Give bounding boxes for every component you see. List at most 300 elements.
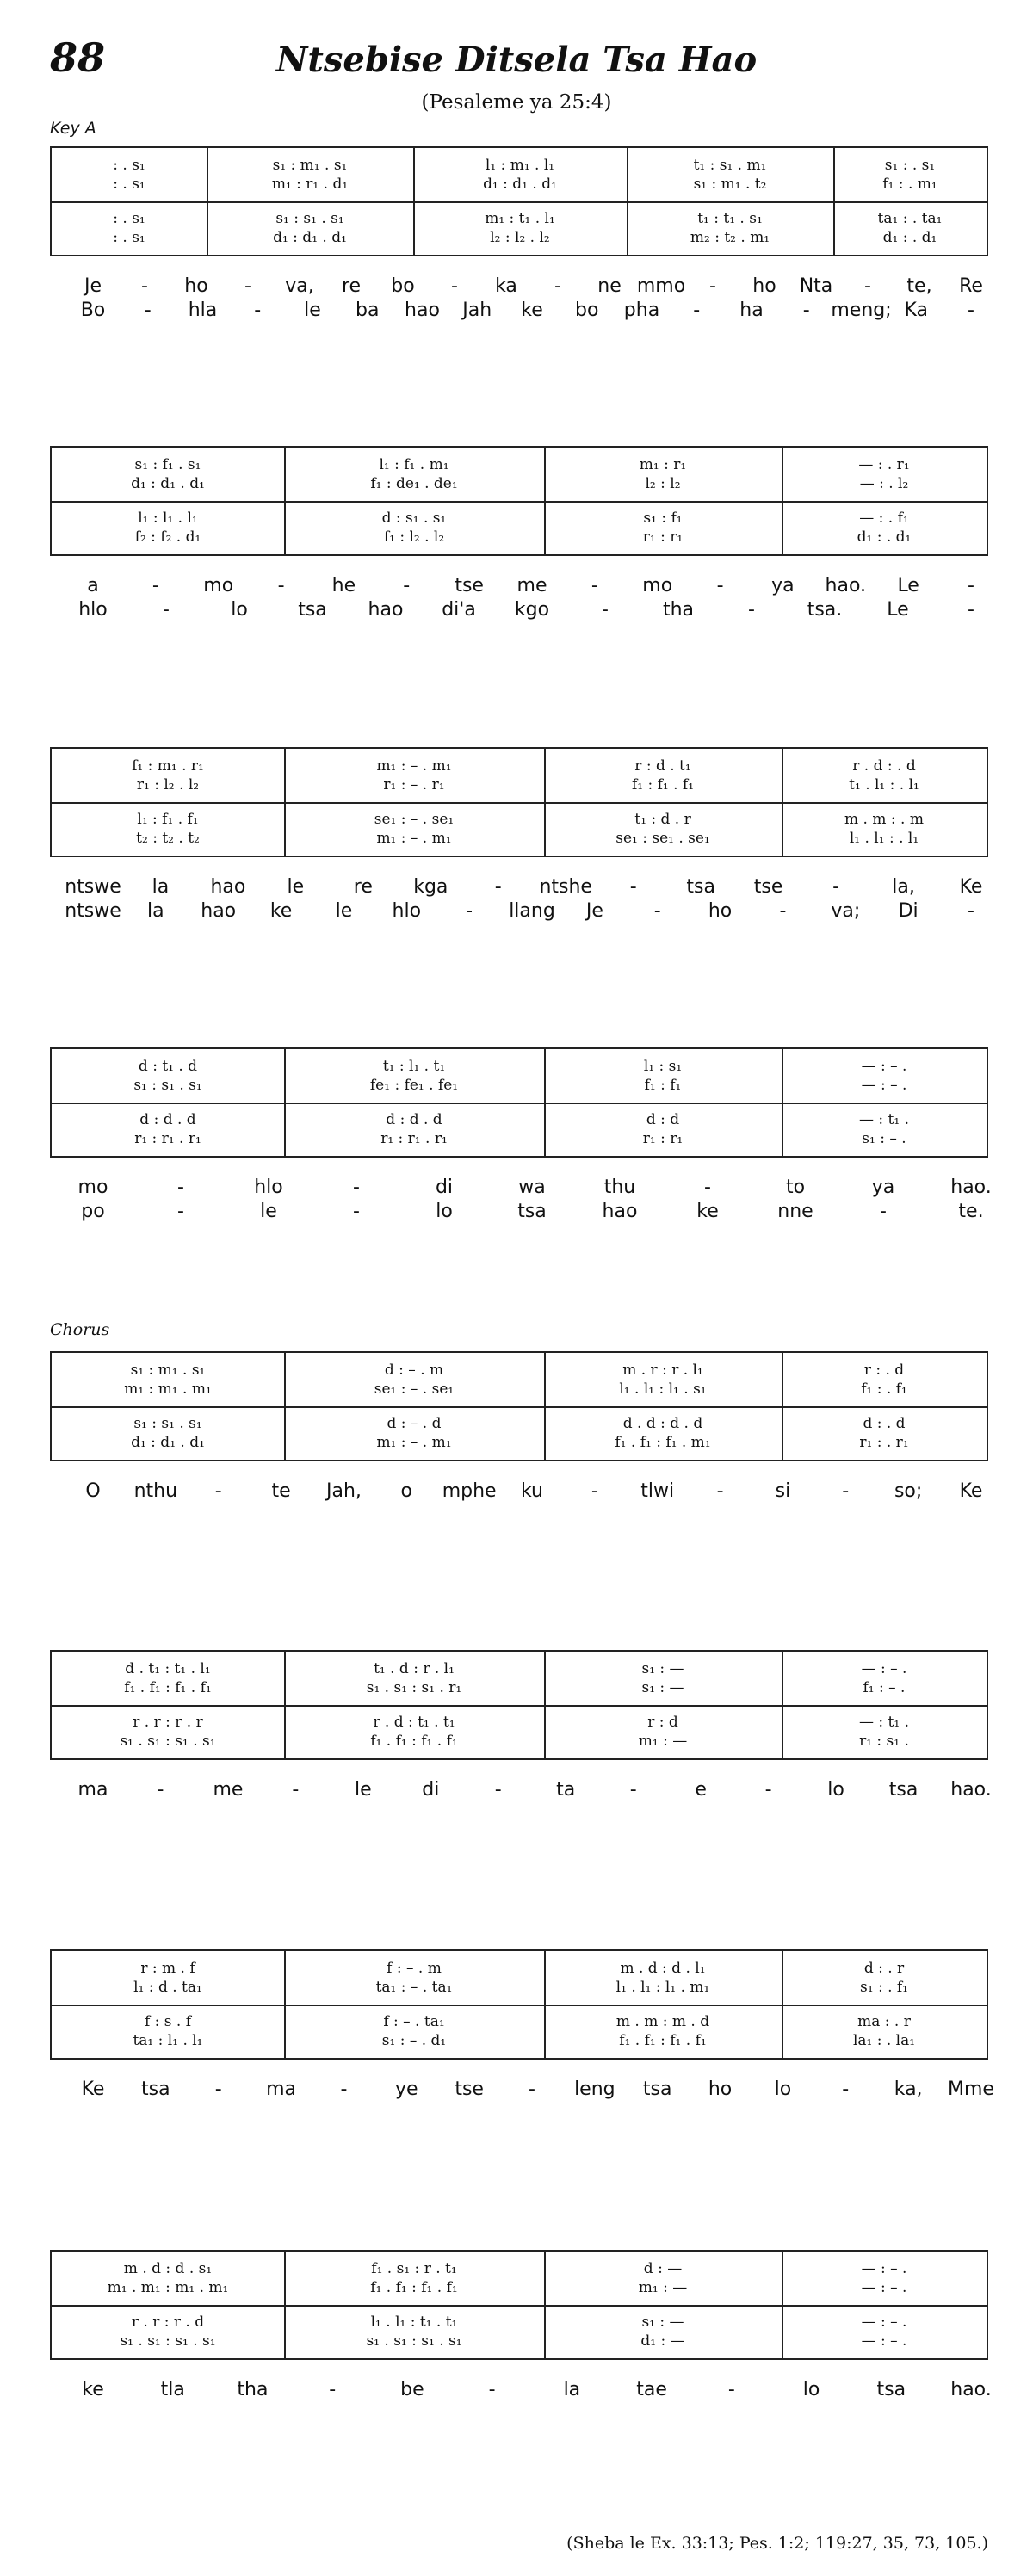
syllable-hyphen: - (968, 575, 974, 596)
syllable-hyphen: - (494, 1779, 502, 1801)
solfa-notes: m . r : r . l₁ (622, 1362, 703, 1379)
lyric-syllable: Ka (904, 300, 929, 321)
lyric-syllable: Jah (462, 300, 492, 321)
solfa-notes: d : d (646, 1111, 680, 1128)
solfa-notes: m . m : . m (844, 811, 924, 828)
lyric-syllable: Nta (799, 275, 833, 297)
solfa-notes: ma : . r (857, 2013, 911, 2030)
syllable-hyphen: - (864, 275, 871, 297)
music-system (50, 446, 988, 556)
lyric-syllable: tsa (517, 1201, 547, 1222)
solfa-notes: d : s₁ . s₁ (381, 510, 447, 527)
voice-row (52, 157, 987, 176)
solfa-notes: l₁ : s₁ (643, 1058, 683, 1075)
solfa-notes: r₁ : s₁ . (859, 1733, 909, 1750)
solfa-notes: f₁ . f₁ : f₁ . f₁ (124, 1679, 212, 1696)
solfa-notes: r₁ : – . r₁ (383, 776, 445, 794)
solfa-notes: d . t₁ : t₁ . l₁ (125, 1660, 211, 1677)
solfa-notes: se₁ : – . se₁ (374, 1381, 455, 1398)
syllable-hyphen: - (144, 300, 152, 321)
solfa-notes: s₁ : m₁ . s₁ (272, 157, 348, 174)
solfa-notes: m₁ : t₁ . l₁ (485, 210, 555, 227)
solfa-notes: f₁ : f₁ (644, 1077, 682, 1094)
solfa-notes: f₁ . f₁ : f₁ . f₁ (370, 2279, 458, 2296)
lyric-syllable: Jah, (325, 1480, 362, 1502)
page-number: 88 (50, 34, 106, 81)
solfa-notes: r . d : t₁ . t₁ (373, 1714, 455, 1731)
solfa-notes: ta₁ : – . ta₁ (375, 1979, 453, 1996)
lyric-syllable: llang (509, 900, 555, 922)
solfa-notes: f₁ . s₁ : r . t₁ (371, 2260, 457, 2277)
voice-row (52, 776, 987, 795)
solfa-notes: d₁ : d₁ . d₁ (483, 176, 557, 193)
lyric-syllable: di'a (442, 599, 476, 621)
solfa-notes: ta₁ : . ta₁ (877, 210, 943, 227)
solfa-notes: — : . r₁ (858, 456, 910, 473)
solfa-notes: d₁ : d₁ . d₁ (131, 475, 205, 492)
solfa-notes: m₁ : — (638, 2279, 688, 2296)
lyric-syllable: lo (827, 1779, 844, 1801)
syllable-hyphen: - (353, 1201, 360, 1222)
cross-references: (Sheba le Ex. 33:13; Pes. 1:2; 119:27, 35, 73, 105.) (566, 2534, 988, 2553)
lyric-line (0, 900, 1033, 926)
lyric-syllable: leng (574, 2079, 615, 2100)
syllable-hyphen: - (451, 275, 458, 297)
solfa-notes: f₁ : . m₁ (882, 176, 937, 193)
solfa-notes: r . r : r . d (131, 2313, 205, 2331)
lyric-syllable: tsa (141, 2079, 170, 2100)
solfa-notes: m₁ . m₁ : m₁ . m₁ (107, 2279, 229, 2296)
lyric-syllable: hlo (392, 900, 422, 922)
solfa-notes: ta₁ : l₁ . l₁ (133, 2032, 203, 2049)
solfa-notes: f₁ : de₁ . de₁ (370, 475, 458, 492)
syllable-hyphen: - (292, 1779, 300, 1801)
solfa-notes: d : t₁ . d (138, 1058, 198, 1075)
solfa-notes: s₁ : s₁ . s₁ (133, 1077, 202, 1094)
lyric-line (0, 1779, 1033, 1805)
lyric-syllable: Mme (948, 2079, 994, 2100)
lyric-syllable: la, (892, 876, 915, 898)
lyric-syllable: ntswe (65, 900, 121, 922)
lyric-syllable: lo (231, 599, 248, 621)
lyric-syllable: ntshe (539, 876, 592, 898)
lyric-line (0, 275, 1033, 301)
lyric-line (0, 300, 1033, 325)
syllable-hyphen: - (554, 275, 561, 297)
lyric-syllable: Je (585, 900, 603, 922)
solfa-notes: se₁ : se₁ . se₁ (615, 830, 710, 847)
syllable-hyphen: - (748, 599, 755, 621)
staff-divider (52, 501, 987, 503)
solfa-notes: f : s . f (144, 2013, 192, 2030)
solfa-notes: d . d : d . d (622, 1415, 703, 1432)
solfa-notes: l₂ : l₂ (645, 475, 681, 492)
lyric-syllable: ma (77, 1779, 108, 1801)
lyric-syllable: ya (871, 1177, 895, 1198)
lyric-syllable: Re (959, 275, 983, 297)
lyric-syllable: ho (184, 275, 208, 297)
solfa-notes: m . d : d . l₁ (620, 1960, 706, 1977)
voice-row (52, 1362, 987, 1381)
solfa-notes: — : – . (861, 2313, 907, 2331)
lyric-syllable: bo (575, 300, 599, 321)
lyric-line (0, 876, 1033, 902)
lyric-line (0, 2379, 1033, 2405)
solfa-notes: m . m : m . d (615, 2013, 710, 2030)
lyric-syllable: hao (602, 1201, 638, 1222)
syllable-hyphen: - (802, 300, 810, 321)
solfa-notes: d₁ : — (640, 2332, 685, 2350)
lyric-syllable: mphe (442, 1480, 497, 1502)
solfa-notes: l₁ : f₁ . m₁ (379, 456, 449, 473)
voice-row (52, 1960, 987, 1979)
lyric-syllable: mo (642, 575, 673, 596)
syllable-hyphen: - (842, 1480, 850, 1502)
lyric-syllable: ya (771, 575, 795, 596)
solfa-notes: s₁ : — (641, 1660, 684, 1677)
syllable-hyphen: - (968, 300, 974, 321)
lyric-syllable: Ke (959, 1480, 983, 1502)
lyric-syllable: bo (391, 275, 415, 297)
solfa-notes: m₁ : m₁ . m₁ (124, 1381, 212, 1398)
solfa-notes: r : m . f (140, 1960, 195, 1977)
solfa-notes: — : . f₁ (859, 510, 909, 527)
solfa-notes: : . s₁ (113, 229, 145, 246)
solfa-notes: s₁ : s₁ . s₁ (275, 210, 344, 227)
syllable-hyphen: - (403, 575, 411, 596)
solfa-notes: s₁ : m₁ . s₁ (130, 1362, 206, 1379)
lyric-syllable: lo (802, 2379, 820, 2400)
lyric-syllable: ke (521, 300, 543, 321)
lyric-syllable: re (353, 876, 373, 898)
music-system (50, 747, 988, 857)
lyric-syllable: po (81, 1201, 105, 1222)
lyric-syllable: mo (77, 1177, 108, 1198)
solfa-notes: s₁ : . s₁ (884, 157, 936, 174)
lyric-syllable: me (516, 575, 547, 596)
voice-row (52, 528, 987, 547)
solfa-notes: — : – . (861, 1077, 907, 1094)
voice-row (52, 830, 987, 849)
solfa-notes: f₂ : f₂ . d₁ (134, 528, 201, 546)
lyric-syllable: tsa (686, 876, 715, 898)
lyric-syllable: hao. (825, 575, 867, 596)
syllable-hyphen: - (244, 275, 251, 297)
solfa-notes: la₁ : . la₁ (852, 2032, 916, 2049)
lyric-syllable: lo (774, 2079, 792, 2100)
staff-divider (52, 1705, 987, 1707)
solfa-notes: s₁ . s₁ : s₁ . r₁ (366, 1679, 462, 1696)
lyric-syllable: tla (160, 2379, 185, 2400)
music-system (50, 1650, 988, 1760)
lyric-syllable: ka (495, 275, 517, 297)
syllable-hyphen: - (141, 275, 148, 297)
voice-row (52, 757, 987, 776)
lyric-syllable: le (355, 1779, 372, 1801)
syllable-hyphen: - (157, 1779, 164, 1801)
solfa-notes: : . s₁ (113, 176, 145, 193)
lyric-syllable: ke (696, 1201, 719, 1222)
solfa-notes: l₁ : m₁ . l₁ (485, 157, 555, 174)
lyric-syllable: ma (266, 2079, 297, 2100)
lyric-syllable: ke (269, 900, 293, 922)
lyric-syllable: tae (636, 2379, 667, 2400)
voice-row (52, 456, 987, 475)
hymn-title: Ntsebise Ditsela Tsa Hao (275, 40, 758, 80)
solfa-notes: s₁ : — (641, 1679, 684, 1696)
solfa-notes: f : – . ta₁ (383, 2013, 445, 2030)
syllable-hyphen: - (602, 599, 609, 621)
syllable-hyphen: - (716, 1480, 724, 1502)
voice-row (52, 176, 987, 195)
voice-row (52, 2313, 987, 2332)
solfa-notes: f₁ : m₁ . r₁ (132, 757, 204, 775)
lyric-syllable: Le (887, 599, 909, 621)
lyric-syllable: tsa (642, 2079, 672, 2100)
voice-row (52, 2260, 987, 2279)
syllable-hyphen: - (832, 876, 840, 898)
syllable-hyphen: - (177, 1177, 184, 1198)
solfa-notes: s₁ : m₁ . t₂ (693, 176, 767, 193)
solfa-notes: — : t₁ . (859, 1111, 909, 1128)
solfa-notes: s₁ . s₁ : s₁ . s₁ (120, 2332, 216, 2350)
solfa-notes: f : – . m (387, 1960, 442, 1977)
syllable-hyphen: - (277, 575, 285, 596)
lyric-syllable: kga (413, 876, 448, 898)
voice-row (52, 1979, 987, 1998)
syllable-hyphen: - (329, 2379, 337, 2400)
voice-row (52, 1058, 987, 1077)
lyric-syllable: tlwi (640, 1480, 675, 1502)
solfa-notes: l₁ . l₁ : . l₁ (849, 830, 919, 847)
solfa-notes: — : – . (861, 2279, 907, 2296)
lyric-syllable: mo (203, 575, 234, 596)
solfa-notes: — : t₁ . (859, 1714, 909, 1731)
syllable-hyphen: - (709, 275, 716, 297)
syllable-hyphen: - (163, 599, 170, 621)
voice-row (52, 1415, 987, 1434)
lyric-syllable: Ke (959, 876, 983, 898)
lyric-syllable: e (695, 1779, 707, 1801)
solfa-notes: l₁ . l₁ : l₁ . m₁ (615, 1979, 710, 1996)
solfa-notes: f₁ . f₁ : f₁ . f₁ (370, 1733, 458, 1750)
lyric-syllable: a (87, 575, 99, 596)
staff-divider (52, 2005, 987, 2006)
voice-row (52, 2032, 987, 2051)
solfa-notes: r₁ : l₂ . l₂ (136, 776, 200, 794)
lyric-syllable: lo (436, 1201, 453, 1222)
solfa-notes: r₁ : r₁ (642, 528, 684, 546)
lyric-syllable: be (400, 2379, 424, 2400)
solfa-notes: m₁ : – . m₁ (376, 830, 452, 847)
lyric-syllable: Di (898, 900, 919, 922)
music-system (50, 1351, 988, 1461)
lyric-syllable: tse (455, 575, 484, 596)
lyric-syllable: ho (708, 2079, 733, 2100)
chorus-label: Chorus (50, 1320, 110, 1339)
solfa-notes: f₁ : . f₁ (861, 1381, 907, 1398)
solfa-notes: f₁ . f₁ : f₁ . f₁ (619, 2032, 707, 2049)
lyric-syllable: Bo (80, 300, 106, 321)
syllable-hyphen: - (779, 900, 787, 922)
lyric-syllable: ba (356, 300, 380, 321)
lyric-syllable: mmo (636, 275, 686, 297)
syllable-hyphen: - (968, 900, 974, 922)
lyric-syllable: la (147, 900, 164, 922)
lyric-syllable: ke (82, 2379, 104, 2400)
solfa-notes: r . r : r . r (133, 1714, 203, 1731)
lyric-syllable: Je (84, 275, 102, 297)
lyric-syllable: va, (285, 275, 314, 297)
lyric-syllable: te. (958, 1201, 984, 1222)
lyric-syllable: ntswe (65, 876, 121, 898)
lyric-syllable: ye (395, 2079, 418, 2100)
solfa-notes: r : d . t₁ (634, 757, 691, 775)
solfa-notes: l₁ . l₁ : t₁ . t₁ (370, 2313, 458, 2331)
lyric-syllable: di (422, 1779, 440, 1801)
lyric-syllable: Ke (81, 2079, 105, 2100)
solfa-notes: s₁ : f₁ (643, 510, 683, 527)
syllable-hyphen: - (177, 1201, 184, 1222)
music-system (50, 1047, 988, 1158)
solfa-notes: d₁ : d₁ . d₁ (131, 1434, 205, 1451)
lyric-syllable: pha (623, 300, 660, 321)
lyric-syllable: kgo (514, 599, 550, 621)
voice-row (52, 210, 987, 229)
solfa-notes: — : – . (861, 1058, 907, 1075)
lyric-syllable: tsa (876, 2379, 906, 2400)
solfa-notes: — : . l₂ (859, 475, 909, 492)
lyric-syllable: to (785, 1177, 806, 1198)
lyric-syllable: di (435, 1177, 454, 1198)
lyric-syllable: o (400, 1480, 413, 1502)
voice-row (52, 2013, 987, 2032)
lyric-syllable: tsa (298, 599, 327, 621)
staff-divider (52, 1103, 987, 1104)
syllable-hyphen: - (214, 2079, 222, 2100)
voice-row (52, 1679, 987, 1698)
solfa-notes: r . d : . d (852, 757, 916, 775)
solfa-notes: d : d . d (386, 1111, 442, 1128)
staff-divider (52, 2305, 987, 2307)
solfa-notes: s₁ : – . d₁ (381, 2032, 447, 2049)
solfa-notes: m . d : d . s₁ (123, 2260, 213, 2277)
lyric-syllable: O (85, 1480, 101, 1502)
lyric-line (0, 1201, 1033, 1226)
lyric-syllable: wa (518, 1177, 546, 1198)
lyric-syllable: he (331, 575, 356, 596)
solfa-notes: d₁ : . d₁ (882, 229, 937, 246)
lyric-syllable: ne (597, 275, 622, 297)
syllable-hyphen: - (704, 1177, 711, 1198)
solfa-notes: s₁ . s₁ : s₁ . s₁ (366, 2332, 462, 2350)
lyric-line (0, 599, 1033, 625)
solfa-notes: r₁ : r₁ . r₁ (134, 1130, 201, 1147)
syllable-hyphen: - (152, 575, 159, 596)
lyric-syllable: hlo (78, 599, 108, 621)
voice-row (52, 1130, 987, 1149)
syllable-hyphen: - (254, 300, 262, 321)
syllable-hyphen: - (653, 900, 661, 922)
voice-row (52, 229, 987, 248)
lyric-syllable: thu (603, 1177, 636, 1198)
solfa-notes: d : . r (863, 1960, 905, 1977)
solfa-notes: r₁ : r₁ (642, 1130, 684, 1147)
solfa-notes: : . s₁ (113, 157, 145, 174)
solfa-notes: f₁ : f₁ . f₁ (631, 776, 695, 794)
lyric-syllable: le (335, 900, 353, 922)
lyric-syllable: meng; (831, 300, 892, 321)
solfa-notes: — : – . (861, 2260, 907, 2277)
solfa-notes: f₁ : l₂ . l₂ (383, 528, 445, 546)
solfa-notes: t₁ : s₁ . m₁ (693, 157, 767, 174)
lyric-syllable: me (213, 1779, 244, 1801)
syllable-hyphen: - (727, 2379, 735, 2400)
syllable-hyphen: - (353, 1177, 360, 1198)
lyric-line (0, 1177, 1033, 1202)
solfa-notes: s₁ : s₁ . s₁ (133, 1415, 202, 1432)
lyric-syllable: ho (752, 275, 776, 297)
syllable-hyphen: - (716, 575, 724, 596)
voice-row (52, 1714, 987, 1733)
solfa-notes: s₁ : — (641, 2313, 684, 2331)
lyric-syllable: ku (520, 1480, 544, 1502)
solfa-notes: f₁ . f₁ : f₁ . m₁ (615, 1434, 711, 1451)
solfa-notes: s₁ : f₁ . s₁ (134, 456, 201, 473)
syllable-hyphen: - (529, 2079, 535, 2100)
lyric-syllable: tse (753, 876, 783, 898)
lyric-syllable: le (304, 300, 321, 321)
solfa-notes: fe₁ : fe₁ . fe₁ (369, 1077, 459, 1094)
lyric-syllable: tsa (888, 1779, 919, 1801)
lyric-syllable: ka, (894, 2079, 923, 2100)
lyric-line (0, 575, 1033, 601)
syllable-hyphen: - (968, 599, 974, 621)
solfa-notes: r₁ : r₁ . r₁ (380, 1130, 448, 1147)
voice-row (52, 1733, 987, 1751)
lyric-syllable: si (775, 1480, 791, 1502)
lyric-syllable: te (271, 1480, 291, 1502)
solfa-notes: t₁ . d : r . l₁ (374, 1660, 455, 1677)
music-system (50, 2250, 988, 2360)
solfa-notes: d₁ : d₁ . d₁ (273, 229, 347, 246)
syllable-hyphen: - (591, 575, 598, 596)
lyric-syllable: hao (201, 900, 237, 922)
lyric-syllable: tha (237, 2379, 269, 2400)
scripture-reference: (Pesaleme ya 25:4) (421, 91, 612, 114)
lyric-syllable: la (152, 876, 170, 898)
syllable-hyphen: - (880, 1201, 887, 1222)
lyric-syllable: hla (188, 300, 218, 321)
voice-row (52, 1077, 987, 1096)
syllable-hyphen: - (693, 300, 701, 321)
lyric-syllable: nne (777, 1201, 813, 1222)
syllable-hyphen: - (340, 2079, 348, 2100)
lyric-syllable: hao. (950, 1779, 992, 1801)
solfa-notes: : . s₁ (113, 210, 145, 227)
solfa-notes: m₂ : t₂ . m₁ (690, 229, 770, 246)
syllable-hyphen: - (488, 2379, 496, 2400)
lyric-syllable: re (341, 275, 362, 297)
lyric-syllable: hao (368, 599, 404, 621)
syllable-hyphen: - (466, 900, 473, 922)
key-signature: Key A (50, 119, 96, 138)
lyric-syllable: tse (455, 2079, 484, 2100)
solfa-notes: m₁ : – . m₁ (376, 1434, 452, 1451)
syllable-hyphen: - (214, 1480, 222, 1502)
solfa-notes: d : — (643, 2260, 683, 2277)
voice-row (52, 1111, 987, 1130)
